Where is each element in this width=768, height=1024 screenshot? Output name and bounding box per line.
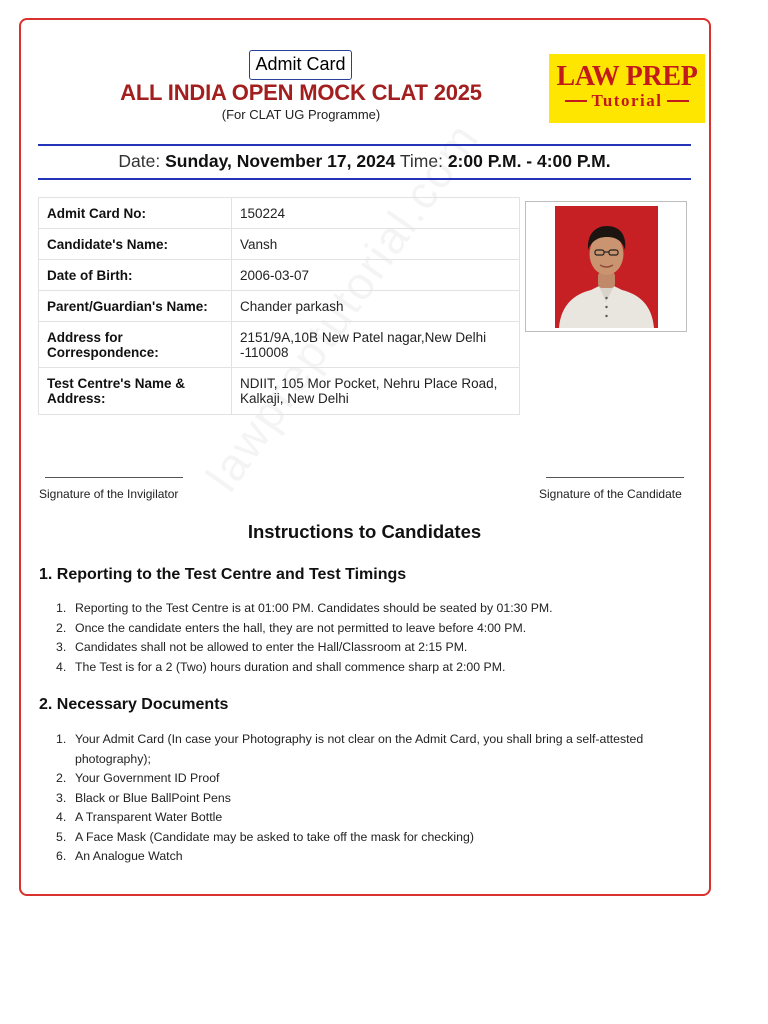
detail-label: Admit Card No: xyxy=(39,198,232,229)
detail-value: 2006-03-07 xyxy=(232,260,520,291)
list-item-text: A Face Mask (Candidate may be asked to take off the mask for checking) xyxy=(75,829,474,844)
table-row xyxy=(39,291,520,322)
exam-schedule xyxy=(38,151,691,172)
detail-value: Chander parkash xyxy=(232,291,520,322)
detail-label: Test Centre's Name & Address: xyxy=(39,368,232,415)
table-row xyxy=(39,260,520,291)
candidate-photo xyxy=(525,201,687,332)
list-item-text: Reporting to the Test Centre is at 01:00 PM. Candidates should be seated by 01:30 PM. xyxy=(75,601,553,615)
list-item-text: Candidates shall not be allowed to enter the Hall/Classroom at 2:15 PM. xyxy=(75,640,468,654)
candidate-signature-label: Signature of the Candidate xyxy=(539,487,682,501)
candidate-signature-line xyxy=(546,477,684,478)
list-item: 2. Your Government ID Proof xyxy=(56,769,676,789)
logo-dash-left xyxy=(565,100,587,102)
date-label: Date: xyxy=(118,151,161,171)
exam-title: ALL INDIA OPEN MOCK CLAT 2025 xyxy=(120,80,482,105)
list-item: 1. Reporting to the Test Centre is at 01:00 PM. Candidates should be seated by 01:30 PM. xyxy=(56,599,676,619)
list-item-text: The Test is for a 2 (Two) hours duration and shall commence sharp at 2:00 PM. xyxy=(75,659,506,674)
list-item: 4. The Test is for a 2 (Two) hours duration and shall commence sharp at 2:00 PM. xyxy=(56,658,676,678)
law-prep-logo xyxy=(549,54,705,123)
list-item: 4. A Transparent Water Bottle xyxy=(56,808,676,828)
photo-background xyxy=(555,206,658,328)
logo-dash-right xyxy=(667,100,689,102)
candidate-details-table xyxy=(38,197,520,415)
list-item-text: Black or Blue BallPoint Pens xyxy=(75,790,231,805)
invigilator-signature-label: Signature of the Invigilator xyxy=(39,487,179,501)
detail-label: Candidate's Name: xyxy=(39,229,232,260)
invigilator-signature-line xyxy=(45,477,183,478)
person-silhouette-icon xyxy=(555,206,658,328)
logo-wordmark xyxy=(549,63,705,91)
list-item-text: Your Admit Card (In case your Photography is not clear on the Admit Card, you shall bring a self-attested photography); xyxy=(75,732,644,766)
list-item: 3. Black or Blue BallPoint Pens xyxy=(56,789,676,809)
detail-value: NDIIT, 105 Mor Pocket, Nehru Place Road, Kalkaji, New Delhi xyxy=(232,368,520,415)
admit-card-badge: Admit Card xyxy=(249,50,352,80)
list-item-text: A Transparent Water Bottle xyxy=(75,810,223,824)
divider-bottom xyxy=(38,178,691,180)
time-label: Time: xyxy=(399,151,443,171)
list-item-text: Your Government ID Proof xyxy=(75,771,220,785)
logo-prep: PREP xyxy=(625,61,698,92)
documents-list xyxy=(56,730,676,867)
detail-value: Vansh xyxy=(232,229,520,260)
detail-value: 2151/9A,10B New Patel nagar,New Delhi -110008 xyxy=(232,322,520,368)
time-value: 2:00 P.M. - 4:00 P.M. xyxy=(447,151,611,171)
reporting-list xyxy=(56,599,676,677)
list-item: 3. Candidates shall not be allowed to enter the Hall/Classroom at 2:15 PM. xyxy=(56,638,676,658)
section-heading: 2. Necessary Documents xyxy=(39,696,229,713)
logo-law: LAW xyxy=(556,61,619,92)
detail-label: Address for Correspondence: xyxy=(39,322,232,368)
section-heading: 1. Reporting to the Test Centre and Test Timings xyxy=(39,566,407,583)
instructions-title: Instructions to Candidates xyxy=(247,521,482,542)
table-row xyxy=(39,198,520,229)
exam-subtitle: (For CLAT UG Programme) xyxy=(221,107,381,122)
table-row xyxy=(39,322,520,368)
list-item-text: An Analogue Watch xyxy=(75,849,183,863)
list-item: 6. An Analogue Watch xyxy=(56,847,676,867)
logo-tutorial: Tutorial xyxy=(591,91,663,110)
detail-value: 150224 xyxy=(232,198,520,229)
table-row xyxy=(39,229,520,260)
logo-tagline xyxy=(549,91,705,111)
list-item: 2. Once the candidate enters the hall, they are not permitted to leave before 4:00 PM. xyxy=(56,619,676,639)
date-value: Sunday, November 17, 2024 xyxy=(165,151,396,171)
divider-top xyxy=(38,144,691,146)
list-item: 5. A Face Mask (Candidate may be asked to take off the mask for checking) xyxy=(56,828,676,848)
list-item-text: Once the candidate enters the hall, they are not permitted to leave before 4:00 PM. xyxy=(75,620,527,635)
detail-label: Parent/Guardian's Name: xyxy=(39,291,232,322)
table-row xyxy=(39,368,520,415)
list-item: 1. Your Admit Card (In case your Photography is not clear on the Admit Card, you shall bring a self-attested photography); xyxy=(56,730,676,769)
detail-label: Date of Birth: xyxy=(39,260,232,291)
